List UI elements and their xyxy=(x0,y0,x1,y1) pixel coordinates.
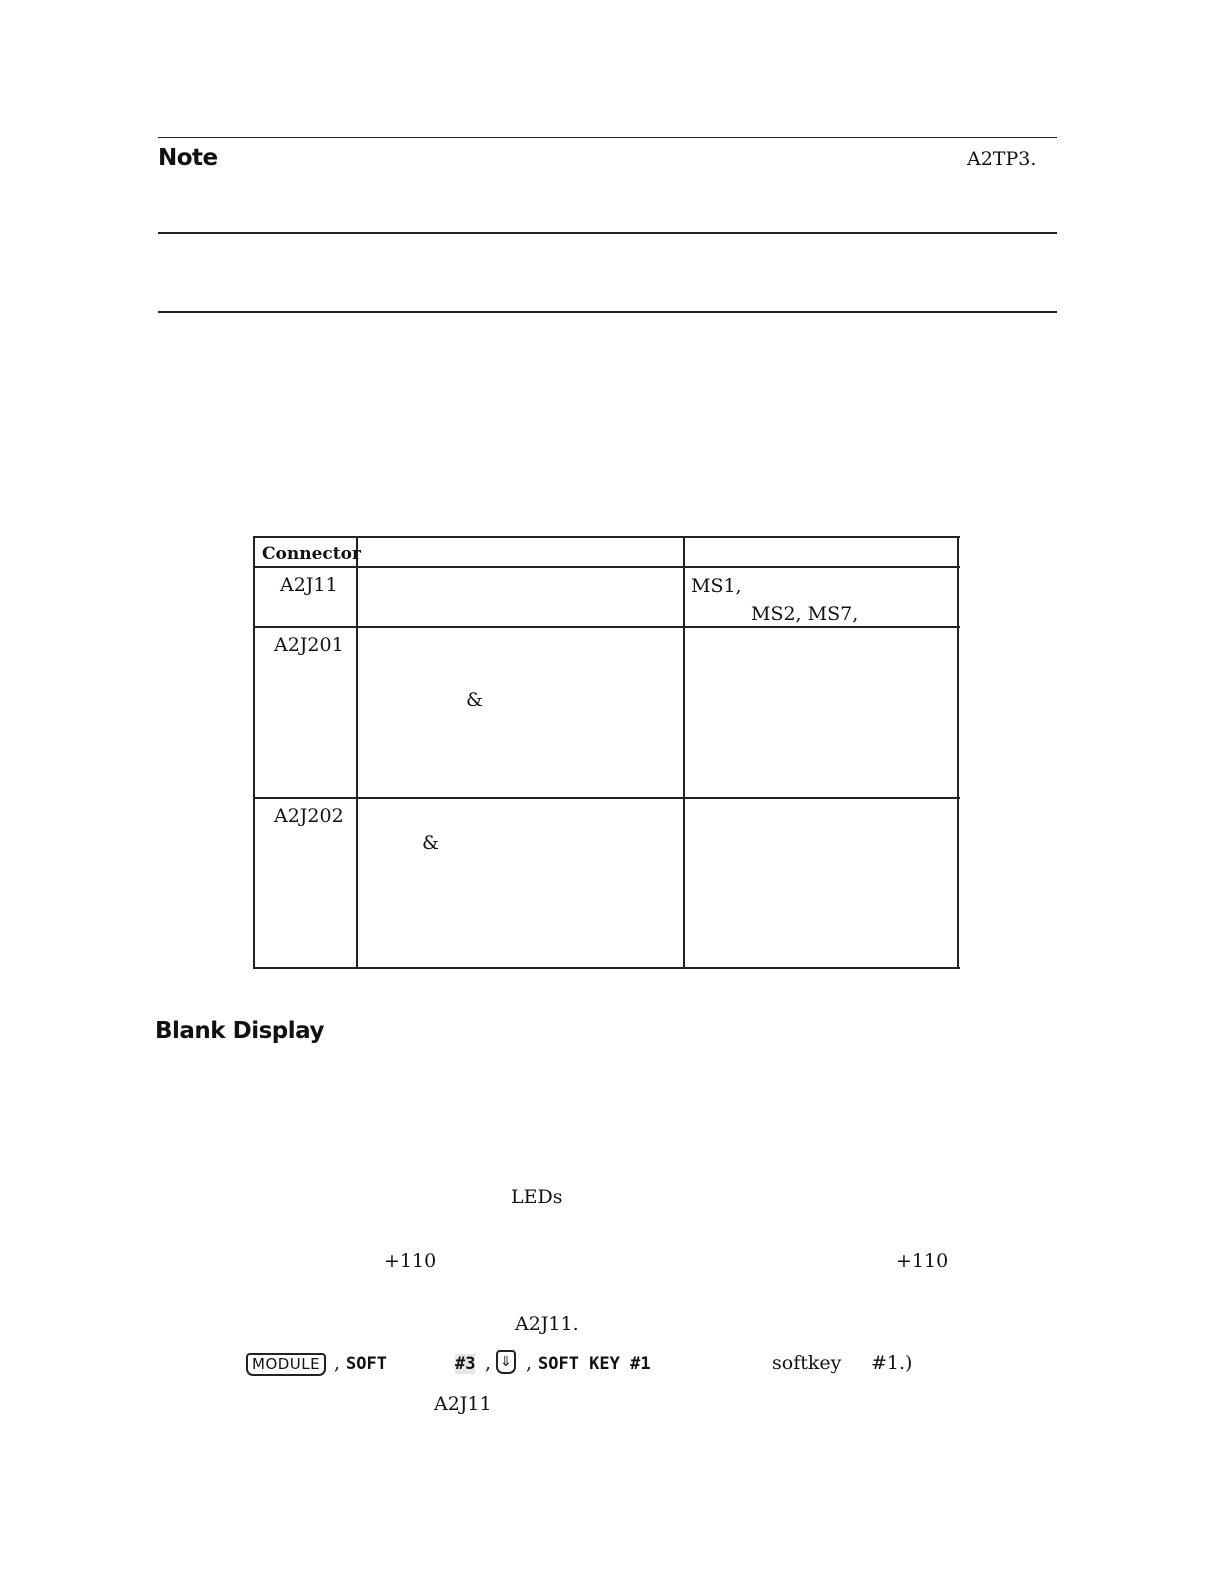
table-header-bottom xyxy=(254,566,960,568)
softkey-number: #1.) xyxy=(871,1352,913,1374)
table-right-border xyxy=(957,536,959,969)
table-cell-text: MS2, MS7, xyxy=(751,603,859,625)
note-text-end: A2TP3. xyxy=(967,148,1037,170)
comma: , xyxy=(485,1352,492,1374)
table-cell-connector: A2J201 xyxy=(274,634,344,656)
soft-key-number: #3 xyxy=(455,1354,476,1374)
table-row1-bottom xyxy=(254,626,960,628)
table-cell-symbol: & xyxy=(422,832,439,854)
down-arrow-key-icon: ⇓ xyxy=(496,1350,516,1374)
connector-ref-text: A2J11 xyxy=(434,1393,492,1415)
table-cell-text: MS1, xyxy=(691,575,742,597)
comma: , xyxy=(334,1352,341,1374)
table-row2-bottom xyxy=(254,797,960,799)
table-bottom-border xyxy=(254,967,960,969)
note-bottom-rule xyxy=(158,232,1057,234)
comma: , xyxy=(526,1352,533,1374)
table-header-connector: Connector xyxy=(262,544,361,564)
soft-key-label: SOFT xyxy=(346,1354,387,1374)
table-col1-divider xyxy=(356,536,358,969)
section-rule xyxy=(158,311,1057,313)
note-top-rule xyxy=(158,137,1057,138)
table-left-border xyxy=(253,536,255,969)
voltage-text: +110 xyxy=(384,1250,437,1272)
note-label: Note xyxy=(158,145,218,171)
connector-ref-text: A2J11. xyxy=(515,1313,579,1335)
soft-key-1: SOFT KEY #1 xyxy=(538,1354,651,1374)
table-col2-divider xyxy=(683,536,685,969)
table-cell-connector: A2J11 xyxy=(280,574,338,596)
module-key: MODULE xyxy=(246,1353,326,1376)
table-top-border xyxy=(254,536,960,538)
leds-text: LEDs xyxy=(511,1186,563,1208)
table-cell-symbol: & xyxy=(466,689,483,711)
softkey-word: softkey xyxy=(772,1352,842,1374)
section-title: Blank Display xyxy=(155,1018,324,1044)
voltage-text: +110 xyxy=(896,1250,949,1272)
table-cell-connector: A2J202 xyxy=(274,805,344,827)
